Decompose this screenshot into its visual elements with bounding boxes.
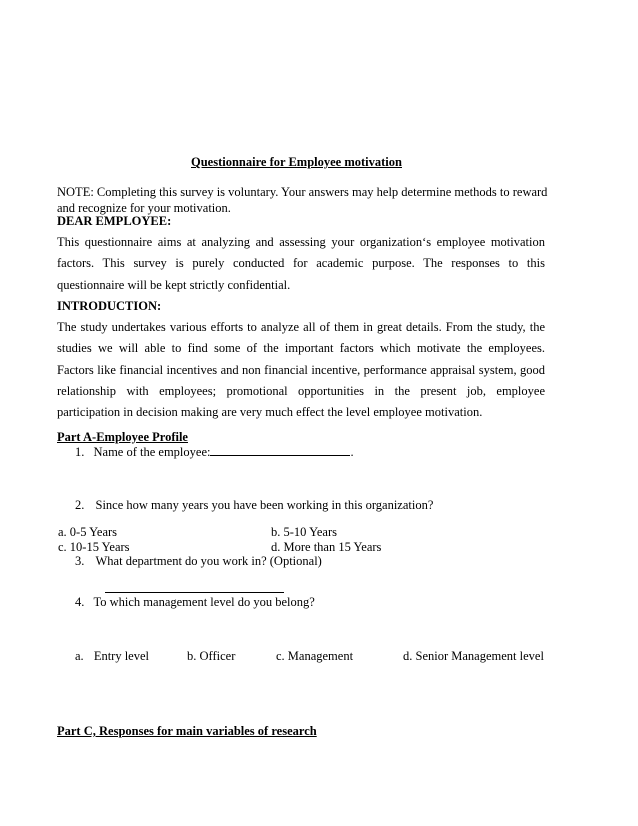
option-10-15-years[interactable]: c. 10-15 Years [58, 540, 130, 554]
question-number: 1. [75, 445, 85, 459]
question-number: 2. [75, 498, 85, 512]
paragraph-line: factors. This survey is purely conducted for academic purpose. The responses to this [57, 256, 545, 271]
option-0-5-years[interactable]: a. 0-5 Years [58, 525, 118, 539]
option-entry-level[interactable] [75, 649, 149, 664]
option-more-than-15-years[interactable]: d. More than 15 Years [271, 540, 382, 554]
question-text: Name of the employee: [93, 445, 211, 459]
paragraph-line: relationship with employees; promotional opportunities in the present job, employee [57, 383, 545, 398]
question-number: 4. [75, 595, 85, 609]
part-c-heading: Part C, Responses for main variables of research [57, 724, 317, 738]
paragraph-line: studies we will able to find some of the important factors which motivate the employees. [57, 341, 545, 356]
part-a-heading: Part A-Employee Profile [57, 430, 188, 444]
question-3 [75, 554, 322, 569]
question-number: 3. [75, 554, 85, 568]
dear-employee-heading: DEAR EMPLOYEE: [57, 214, 172, 228]
paragraph-line: Factors like financial incentives and non financial incentive, performance appraisal system, good [57, 362, 545, 377]
paragraph-line: The study undertakes various efforts to analyze all of them in great details. From the study, the [57, 320, 545, 334]
paragraph-line: questionnaire will be kept strictly confidential. [57, 277, 291, 292]
note-text: NOTE: Completing this survey is voluntary. Your answers may help determine methods to reward and recognize for your motivation. [57, 185, 548, 215]
dear-employee-paragraph [57, 232, 545, 296]
introduction-paragraph [57, 317, 545, 423]
department-answer-blank[interactable] [105, 580, 284, 593]
question-end-mark: . [350, 445, 354, 459]
question-text: Since how many years you have been working in this organization? [95, 498, 434, 512]
question-1 [75, 444, 354, 460]
paragraph-line: participation in decision making are very much effect the level employee motivation. [57, 405, 483, 420]
question-2 [75, 498, 433, 513]
option-5-10-years[interactable]: b. 5-10 Years [271, 525, 337, 539]
introduction-heading: INTRODUCTION: [57, 299, 162, 313]
option-label: Entry level [93, 649, 150, 663]
name-answer-blank[interactable] [210, 444, 350, 456]
paragraph-line: This questionnaire aims at analyzing and assessing your organization‘s employee motivation [57, 235, 545, 249]
option-officer[interactable]: b. Officer [187, 649, 236, 663]
option-letter: a. [75, 649, 84, 663]
option-management[interactable]: c. Management [276, 649, 354, 663]
question-text: To which management level do you belong? [93, 595, 315, 609]
option-senior-management-level[interactable]: d. Senior Management level [403, 649, 544, 663]
document-title: Questionnaire for Employee motivation [191, 155, 402, 169]
question-4 [75, 595, 315, 610]
question-text: What department do you work in? (Optional) [95, 554, 322, 568]
